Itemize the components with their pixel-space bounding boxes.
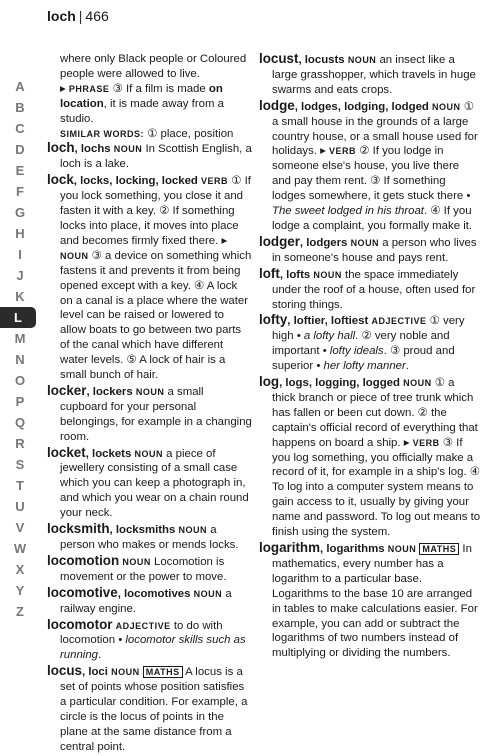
index-letter-k: K — [15, 289, 25, 304]
part-of-speech: NOUN — [113, 144, 143, 155]
entry-logarithm — [259, 541, 481, 661]
inflections: , lochs — [74, 143, 114, 156]
definition: ② If you lodge in someone else's house, you live there and pay them rent. ③ If something lodges somewhere, it gets stuck there — [272, 145, 467, 203]
index-letter-o: O — [14, 373, 26, 388]
part-of-speech: VERB — [201, 176, 229, 187]
headword: lodge — [259, 97, 295, 113]
example: • a lofty hall — [296, 330, 356, 343]
headword: locksmith — [47, 521, 110, 537]
definition: In mathematics, every number has a logarithm to a particular base. Logarithms to the base 10 are arranged in tables to make calculations easier. For example, you can add or subtract the logarithms of two numbers instead of multiplying or dividing the numbers. — [272, 543, 478, 660]
definition: . ④ If you lodge a complaint, you formally make it. — [272, 205, 473, 232]
headword: lodger — [259, 233, 300, 249]
index-letter-h: H — [15, 226, 25, 241]
definition: . ③ proud and superior — [272, 345, 455, 373]
definition: a piece of jewellery consisting of a small case which you can keep a photograph in, and which you wear on a chain round your neck. — [60, 447, 249, 520]
inflections: , locomotives — [117, 587, 194, 600]
inflections: , lodges, lodging, lodged — [294, 100, 433, 113]
headword: logarithm — [259, 540, 321, 555]
inflections: , locksmiths — [109, 524, 179, 537]
part-of-speech: NOUN — [193, 588, 223, 599]
index-letter-l: L — [0, 307, 36, 328]
definition: ① If you lock something, you close it and fasten it with a key. ② If something locks into place, it moves into place and becomes firmly fixed there. — [60, 175, 251, 247]
index-letter-j: J — [16, 268, 24, 283]
entry-lofty — [259, 313, 481, 374]
part-of-speech: NOUN — [387, 544, 417, 554]
subject-label: MATHS — [419, 543, 459, 555]
arrow-marker: ▸ — [60, 82, 69, 95]
inflections: , lockets — [85, 447, 135, 460]
part-of-speech: NOUN — [403, 378, 432, 389]
inflections: , logarithms — [320, 543, 388, 555]
definition: the space immediately under the roof of a house, often used for storing things. — [272, 268, 476, 311]
guideword: loch — [47, 8, 76, 24]
entry-loch — [47, 141, 252, 172]
entry-lock — [47, 173, 252, 383]
index-letter-s: S — [15, 457, 25, 472]
index-letter-i: I — [18, 247, 22, 262]
part-of-speech: ADJECTIVE — [115, 620, 171, 631]
definition: In Scottish English, a loch is a lake. — [60, 143, 252, 171]
headword: loch — [47, 140, 75, 156]
alphabet-index — [0, 76, 40, 622]
part-of-speech: NOUN — [432, 101, 461, 112]
inflections: , lodgers — [299, 236, 351, 249]
part-of-speech: NOUN — [347, 55, 377, 65]
definition: ③ a device on something which fastens it and prevents it from being opened except with a key. ④ A lock on a canal is a place where the water level can be raised or lowered to allow boats to go between two parts of the canal which have different water levels. ⑤ A lock of hair is a small bunch of hair. — [60, 249, 252, 382]
entry-loft — [259, 267, 481, 313]
definition: an insect like a large grasshopper, which travels in huge swarms and eats crops. — [272, 54, 476, 96]
entry-locksmith — [47, 522, 252, 553]
definition: to do with locomotion — [60, 619, 223, 647]
part-of-speech: NOUN — [60, 250, 89, 261]
phrase-sense — [47, 82, 252, 127]
index-letter-b: B — [15, 100, 25, 115]
arrow-marker: ▸ — [403, 436, 413, 449]
entry-locker — [47, 384, 252, 445]
definition: ① a thick branch or piece of tree trunk which has fallen or been cut down. ② the captain's official record of everything that happens on board a ship. — [272, 377, 478, 449]
part-of-speech: NOUN — [178, 525, 208, 536]
left-column — [47, 52, 252, 756]
example: • locomotor skills such as running — [60, 634, 246, 662]
index-letter-e: E — [15, 163, 25, 178]
definition: a small cupboard for your personal belongings, for example in a changing room. — [60, 385, 252, 443]
inflections: , logs, logging, logged — [279, 377, 404, 390]
index-letter-m: M — [14, 331, 26, 346]
arrow-marker: ▸ — [320, 145, 330, 158]
index-letter-c: C — [15, 121, 25, 136]
entry-lodge — [259, 99, 481, 234]
inflections: , lockers — [86, 385, 136, 398]
header-separator: | — [78, 8, 83, 24]
entry-locus — [47, 664, 252, 754]
index-letter-n: N — [15, 352, 25, 367]
part-of-speech: VERB — [329, 146, 357, 157]
phrase-label: PHRASE — [68, 83, 110, 94]
entry-locomotor — [47, 618, 252, 664]
headword: locket — [47, 444, 86, 460]
page-number: 466 — [85, 8, 109, 24]
headword: locomotion — [47, 552, 120, 568]
entry-locomotion — [47, 554, 252, 585]
index-letter-d: D — [15, 142, 25, 157]
right-column — [259, 52, 481, 662]
similar-words-text: ① place, position — [144, 127, 234, 140]
definition: a railway engine. — [60, 587, 232, 615]
example: • lofty ideals — [322, 345, 384, 358]
index-letter-f: F — [16, 184, 24, 199]
entry-log — [259, 375, 481, 540]
definition: ① a small house in the grounds of a large country house, or a small house used for holidays. — [272, 100, 478, 158]
part-of-speech: VERB — [412, 437, 440, 448]
headword: locust — [259, 51, 299, 66]
inflections: , locks, locking, locked — [73, 175, 202, 188]
definition: Locomotion is movement or the power to move. — [60, 555, 227, 583]
definition-text: where only Black people or Coloured people were allowed to live. — [60, 53, 247, 80]
index-letter-u: U — [15, 499, 25, 514]
headword: locus — [47, 663, 82, 679]
index-letter-q: Q — [14, 415, 26, 430]
definition-end: . — [405, 360, 409, 373]
index-letter-g: G — [14, 205, 26, 220]
part-of-speech: NOUN — [134, 448, 163, 459]
inflections: , locusts — [298, 54, 348, 66]
index-letter-p: P — [15, 394, 25, 409]
definition: ① very high — [272, 315, 465, 343]
index-letter-x: X — [15, 562, 25, 577]
headword: lofty — [259, 312, 288, 328]
similar-words-label: SIMILAR WORDS: — [60, 128, 144, 139]
part-of-speech: NOUN — [111, 667, 140, 678]
definition: a person who lives in someone's house and pays rent. — [272, 236, 477, 264]
definition: ③ If you log something, you officially make a record of it, for example in a ship's log. ④ To log into a computer system means to gain access to it, usually by giving your name and password. To log out means to finish using the system. — [272, 436, 481, 539]
index-letter-a: A — [15, 79, 25, 94]
part-of-speech: NOUN — [135, 386, 165, 397]
definition: A locus is a set of points whose position satisfies a particular condition. For example, a circle is the locus of points in the plane at the same distance from a central point. — [60, 666, 248, 753]
definition: a person who makes or mends locks. — [60, 524, 239, 551]
headword: locomotor — [47, 616, 113, 632]
example: • her lofty manner — [316, 360, 406, 373]
inflections: , loftier, loftiest — [287, 315, 372, 328]
entry-locket — [47, 446, 252, 522]
entry-lodger — [259, 235, 481, 266]
part-of-speech: NOUN — [122, 556, 151, 567]
headword: log — [259, 374, 280, 390]
phrase-text: on location — [60, 82, 223, 110]
index-letter-z: Z — [16, 604, 24, 619]
entry-locust — [259, 52, 481, 98]
part-of-speech: ADJECTIVE — [371, 316, 427, 327]
definition-text: ③ If a film is made — [109, 82, 209, 95]
inflections: , loci — [81, 666, 112, 679]
page-header — [47, 8, 109, 24]
example: • The sweet lodged in his throat — [272, 190, 471, 218]
entry-locomotive — [47, 586, 252, 617]
subject-label: MATHS — [143, 666, 183, 678]
index-letter-t: T — [16, 478, 24, 493]
similar-words — [47, 127, 252, 142]
headword: loft — [259, 265, 280, 281]
inflections: , lofts — [279, 268, 314, 281]
definition-end: . — [98, 649, 102, 662]
arrow-marker: ▸ — [221, 234, 228, 247]
index-letter-r: R — [15, 436, 25, 451]
index-letter-y: Y — [15, 583, 25, 598]
index-letter-w: W — [13, 541, 27, 556]
headword: locomotive — [47, 584, 118, 600]
definition: . ② very noble and important — [272, 330, 450, 358]
continued-definition — [47, 52, 252, 82]
part-of-speech: NOUN — [313, 269, 342, 280]
headword: locker — [47, 382, 87, 398]
definition-text: , it is made away from a studio. — [60, 97, 224, 125]
index-letter-v: V — [15, 520, 25, 535]
part-of-speech: NOUN — [350, 237, 380, 248]
headword: lock — [47, 172, 74, 188]
